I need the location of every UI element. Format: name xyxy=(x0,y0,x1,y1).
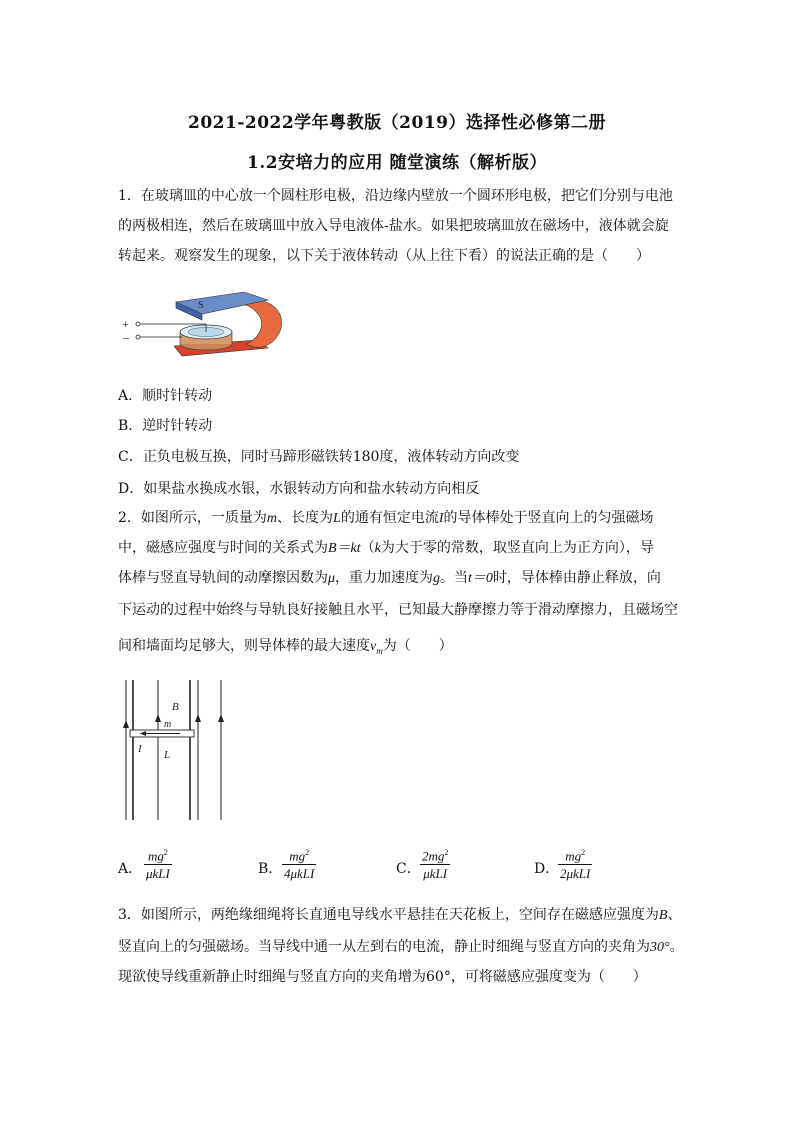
document-subtitle: 1.2安培力的应用 随堂演练（解析版） xyxy=(247,153,547,173)
label-i: I xyxy=(138,743,142,755)
q2-option-d-letter: D． xyxy=(534,861,560,877)
q2-option-b-fraction: $mg^2$ 4μkLI xyxy=(284,848,315,882)
q2-line-2: 中，磁感应强度与时间的关系式为B＝kt（k为大于零的常数，取竖直向上为正方向），导 xyxy=(118,540,654,556)
q1-line-1: 1．在玻璃皿的中心放一个圆柱形电极，沿边缘内壁放一个圆环形电极，把它们分别与电池 xyxy=(118,188,673,204)
pole-s-label: S xyxy=(198,300,204,311)
q3-line-3: 现欲使导线重新静止时细绳与竖直方向的夹角增为60°，可将磁感应强度变为（ ） xyxy=(118,969,647,985)
label-m: m xyxy=(164,719,172,730)
minus-terminal-label: – xyxy=(123,330,129,344)
q2-option-c-fraction: $2mg^2$ μkLI xyxy=(422,848,449,882)
q1-option-a: A．顺时针转动 xyxy=(118,388,213,404)
q2-option-d-fraction: $mg^2$ 2μkLI xyxy=(560,848,591,882)
q2-line-1: 2．如图所示，一质量为m、长度为L的通有恒定电流I的导体棒处于竖直向上的匀强磁场 xyxy=(118,510,654,526)
q3-line-1: 3．如图所示，两绝缘细绳将长直通电导线水平悬挂在天花板上，空间存在磁感应强度为B、 xyxy=(118,907,682,923)
q2-line-3: 体棒与竖直导轨间的动摩擦因数为μ，重力加速度为g。当t＝0时，导体棒由静止释放，向 xyxy=(118,570,661,586)
q2-option-c-letter: C． xyxy=(396,861,421,877)
q1-line-2: 的两极相连，然后在玻璃皿中放入导电液体-盐水。如果把玻璃皿放在磁场中，液体就会旋 xyxy=(118,218,669,234)
q2-line-4: 下运动的过程中始终与导轨良好接触且水平，已知最大静摩擦力等于滑动摩擦力，且磁场空 xyxy=(118,602,678,618)
q2-line-5: 间和墙面均足够大，则导体棒的最大速度$v_m$为（ ） xyxy=(118,638,453,656)
q2-option-a-letter: A． xyxy=(118,861,143,877)
q1-option-b: B．逆时针转动 xyxy=(118,418,213,434)
rails-conductor-figure xyxy=(118,680,228,825)
label-b: B xyxy=(172,701,179,713)
q2-option-a-fraction: $mg^2$ μkLI xyxy=(146,848,170,882)
horseshoe-magnet-figure xyxy=(118,280,298,365)
document-title: 2021-2022学年粤教版（2019）选择性必修第二册 xyxy=(188,113,606,133)
q2-option-b-letter: B． xyxy=(258,861,283,877)
q1-option-d: D．如果盐水换成水银，水银转动方向和盐水转动方向相反 xyxy=(118,481,480,497)
q1-option-c: C．正负电极互换，同时马蹄形磁铁转180度，液体转动方向改变 xyxy=(118,449,520,465)
plus-terminal-label: + xyxy=(122,317,129,331)
q1-line-3: 转起来。观察发生的现象，以下关于液体转动（从上往下看）的说法正确的是（ ） xyxy=(118,248,650,264)
q3-line-2: 竖直向上的匀强磁场。当导线中通一从左到右的电流，静止时细绳与竖直方向的夹角为30°。 xyxy=(118,939,684,955)
label-l: L xyxy=(164,749,171,761)
